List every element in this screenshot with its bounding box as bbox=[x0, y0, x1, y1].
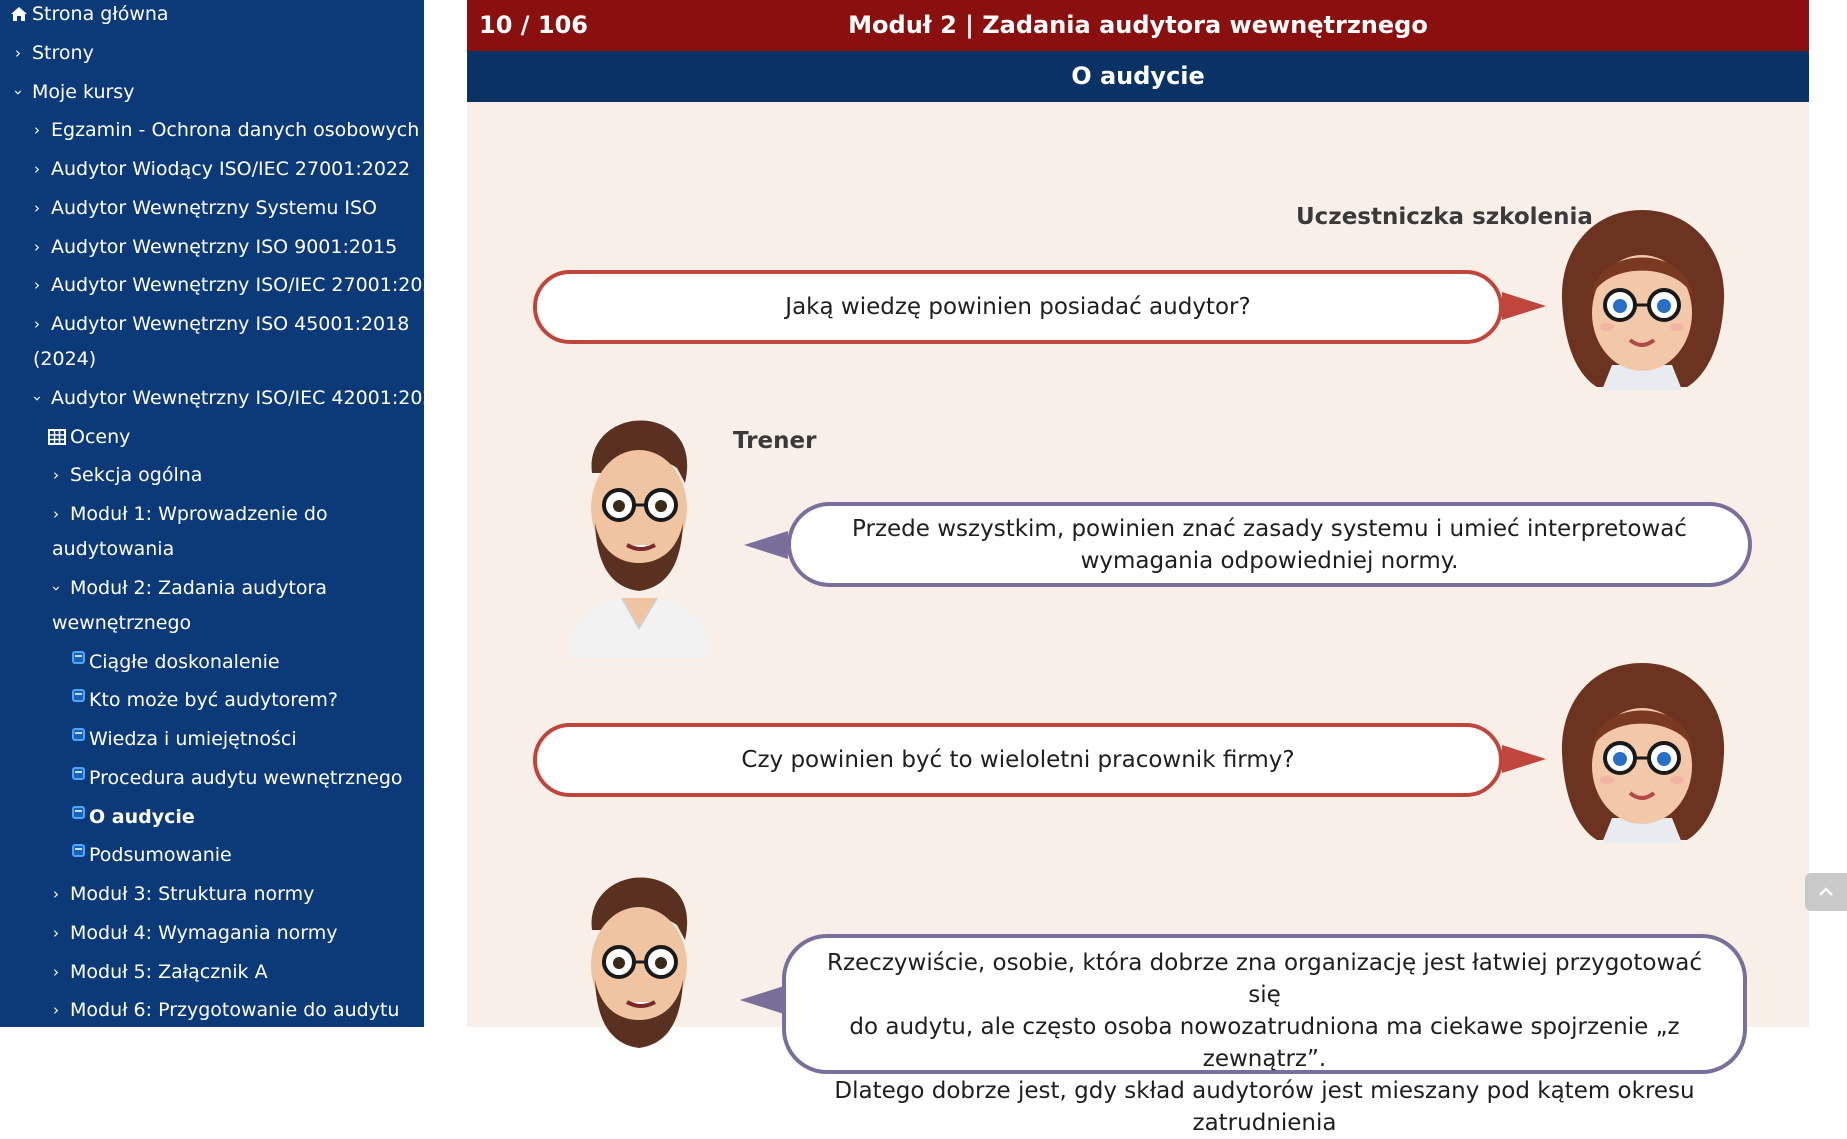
answer-line: do audytu, ale często osoba nowozatrudniona ma ciekawe spojrzenie „z zewnątrz”. bbox=[849, 1014, 1680, 1072]
sidebar-item-course[interactable] bbox=[29, 307, 409, 342]
sidebar-item-label: Moduł 5: Załącznik A bbox=[70, 961, 268, 983]
page-icon bbox=[72, 728, 85, 741]
scroll-to-top-button[interactable] bbox=[1805, 873, 1847, 911]
chevron-right-icon: › bbox=[34, 315, 40, 333]
sidebar-item-label: Kto może być audytorem? bbox=[89, 689, 338, 711]
speech-bubble-question: Jaką wiedzę powinien posiadać audytor? bbox=[533, 270, 1503, 344]
lesson-content bbox=[467, 0, 1809, 1136]
sidebar-item-label: Moje kursy bbox=[32, 81, 135, 103]
chevron-right-icon: › bbox=[53, 924, 59, 942]
sidebar-item-lesson[interactable] bbox=[72, 683, 338, 718]
sidebar-item-label: Oceny bbox=[70, 426, 131, 448]
sidebar-item-course[interactable] bbox=[29, 268, 447, 303]
sidebar-item-my-courses[interactable] bbox=[10, 75, 134, 110]
sidebar-item-lesson-active[interactable] bbox=[72, 800, 195, 835]
sidebar-item-label: Audytor Wiodący ISO/IEC 27001:2022 bbox=[51, 158, 411, 180]
chevron-right-icon: › bbox=[15, 44, 21, 62]
grid-icon bbox=[48, 429, 66, 445]
chevron-right-icon: › bbox=[53, 505, 59, 523]
sidebar-item-current-course[interactable] bbox=[29, 381, 447, 416]
sidebar-item-home[interactable] bbox=[10, 0, 169, 32]
chevron-right-icon: › bbox=[53, 1001, 59, 1019]
sidebar-item-course[interactable] bbox=[29, 230, 397, 265]
sidebar-item-section[interactable] bbox=[48, 458, 202, 493]
chevron-right-icon: › bbox=[34, 121, 40, 139]
sidebar-item-lesson[interactable] bbox=[72, 645, 280, 680]
chevron-right-icon: › bbox=[34, 199, 40, 217]
page-icon bbox=[72, 689, 85, 702]
page-icon bbox=[72, 767, 85, 780]
sidebar-item-module-6[interactable] bbox=[48, 993, 399, 1028]
sidebar-item-label: Procedura audytu wewnętrznego bbox=[89, 767, 403, 789]
sidebar-item-label: Strona główna bbox=[32, 3, 169, 25]
sidebar-item-label-continued[interactable]: wewnętrznego bbox=[52, 612, 192, 634]
sidebar-item-label: Audytor Wewnętrzny ISO 45001:2018 bbox=[51, 313, 410, 335]
sidebar-item-label: Moduł 2: Zadania audytora bbox=[70, 577, 327, 599]
page-counter: 10 / 106 bbox=[479, 11, 588, 39]
sidebar-item-module-5[interactable] bbox=[48, 955, 268, 990]
page-icon bbox=[72, 806, 85, 819]
module-title: Moduł 2 | Zadania audytora wewnętrznego bbox=[848, 11, 1428, 39]
speech-bubble-answer bbox=[782, 934, 1747, 1136]
sidebar-item-module-3[interactable] bbox=[48, 877, 314, 912]
chevron-right-icon: › bbox=[53, 885, 59, 903]
bubble-tail bbox=[740, 986, 784, 1014]
sidebar-item-lesson[interactable] bbox=[72, 838, 232, 873]
sidebar-item-label: Sekcja ogólna bbox=[70, 464, 203, 486]
sidebar bbox=[0, 0, 447, 1027]
sidebar-item-label: Audytor Wewnętrzny ISO 9001:2015 bbox=[51, 236, 398, 258]
participant-avatar bbox=[1552, 205, 1732, 395]
answer-line: Rzeczywiście, osobie, która dobrze zna organizację jest łatwiej przygotować się bbox=[826, 950, 1703, 1008]
sidebar-item-label: Audytor Wewnętrzny ISO/IEC 27001:2022 bbox=[51, 274, 447, 296]
chevron-up-icon bbox=[1818, 887, 1834, 897]
chevron-right-icon: › bbox=[53, 466, 59, 484]
sidebar-item-label: Moduł 6: Przygotowanie do audytu bbox=[70, 999, 400, 1021]
sidebar-item-grades[interactable] bbox=[48, 420, 130, 455]
sidebar-item-label: Egzamin - Ochrona danych osobowych bbox=[51, 119, 420, 141]
sidebar-item-pages[interactable] bbox=[10, 36, 94, 71]
speech-bubble-question: Czy powinien być to wieloletni pracownik firmy? bbox=[533, 723, 1503, 797]
speaker-trainer: Trener bbox=[733, 428, 817, 454]
sidebar-item-lesson[interactable] bbox=[72, 722, 297, 757]
speech-bubble-answer: Przede wszystkim, powinien znać zasady systemu i umieć interpretować wymagania odpowiedniej normy. bbox=[787, 502, 1752, 587]
sidebar-item-label: O audycie bbox=[89, 806, 195, 828]
sidebar-item-label: Ciągłe doskonalenie bbox=[89, 651, 280, 673]
page-icon bbox=[72, 651, 85, 664]
module-header bbox=[467, 0, 1809, 51]
participant-avatar bbox=[1552, 658, 1732, 848]
trainer-avatar bbox=[557, 413, 717, 658]
bubble-tail bbox=[1502, 292, 1546, 320]
answer-line: Dlatego dobrze jest, gdy skład audytorów jest mieszany pod kątem okresu zatrudnienia bbox=[834, 1078, 1695, 1136]
speaker-participant: Uczestniczka szkolenia bbox=[1296, 204, 1593, 230]
chevron-down-icon: › bbox=[9, 89, 28, 96]
sidebar-item-label: Moduł 4: Wymagania normy bbox=[70, 922, 338, 944]
chevron-right-icon: › bbox=[53, 963, 59, 981]
home-icon bbox=[10, 6, 28, 22]
sidebar-item-module-4[interactable] bbox=[48, 916, 338, 951]
sidebar-item-lesson[interactable] bbox=[72, 761, 403, 796]
chevron-right-icon: › bbox=[34, 276, 40, 294]
sidebar-item-course[interactable] bbox=[29, 113, 419, 148]
bubble-tail bbox=[744, 531, 788, 559]
sidebar-item-label: Strony bbox=[32, 42, 94, 64]
sidebar-item-module-2[interactable] bbox=[48, 571, 327, 606]
sidebar-item-label: Podsumowanie bbox=[89, 844, 232, 866]
lesson-title: O audycie bbox=[467, 51, 1809, 102]
sidebar-item-label-continued[interactable]: (2024) bbox=[33, 348, 97, 370]
chevron-right-icon: › bbox=[34, 160, 40, 178]
sidebar-item-label: Audytor Wewnętrzny ISO/IEC 42001:2023 bbox=[51, 387, 447, 409]
sidebar-item-label: Moduł 3: Struktura normy bbox=[70, 883, 315, 905]
chevron-down-icon: › bbox=[47, 585, 66, 592]
sidebar-item-module-1[interactable] bbox=[48, 497, 328, 532]
page-icon bbox=[72, 844, 85, 857]
chevron-down-icon: › bbox=[28, 395, 47, 402]
chevron-right-icon: › bbox=[34, 238, 40, 256]
sidebar-item-label-continued[interactable]: audytowania bbox=[52, 538, 175, 560]
trainer-avatar bbox=[557, 870, 717, 1030]
sidebar-item-label: Audytor Wewnętrzny Systemu ISO bbox=[51, 197, 378, 219]
sidebar-item-course[interactable] bbox=[29, 152, 410, 187]
sidebar-item-course[interactable] bbox=[29, 191, 377, 226]
sidebar-item-label: Wiedza i umiejętności bbox=[89, 728, 297, 750]
bubble-tail bbox=[1502, 745, 1546, 773]
sidebar-item-label: Moduł 1: Wprowadzenie do bbox=[70, 503, 328, 525]
